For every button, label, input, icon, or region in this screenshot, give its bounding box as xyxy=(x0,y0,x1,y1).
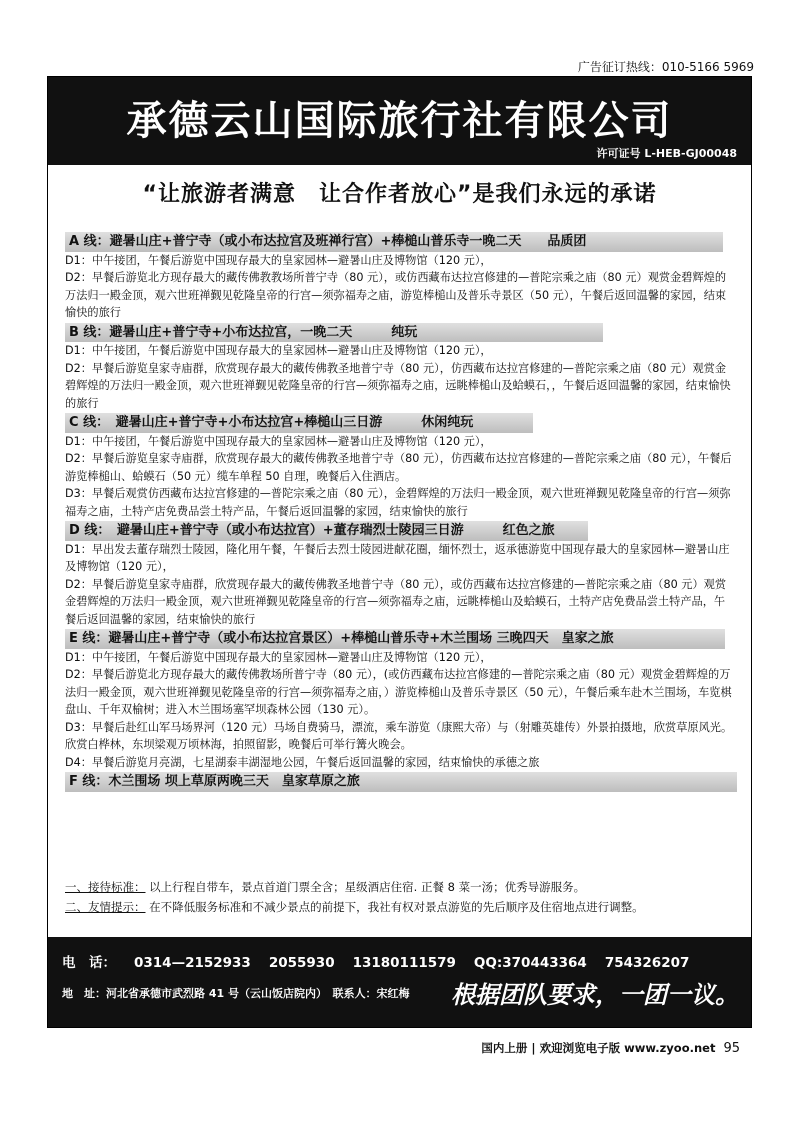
company-name: 承德云山国际旅行社有限公司 xyxy=(126,97,673,144)
qq-number: QQ:370443364 xyxy=(473,955,587,971)
route-day: D1：中午接团，午餐后游览中国现存最大的皇家园林—避暑山庄及博物馆（120 元）， xyxy=(65,434,492,448)
route-day: D4：早餐后游览月亮湖，七星湖泰丰湖湿地公园，午餐后返回温馨的家园，结束愉快的承德之旅 xyxy=(65,755,540,769)
route-day: D1：中午接团，午餐后游览中国现存最大的皇家园林—避暑山庄及博物馆（120 元）， xyxy=(65,253,492,267)
route-header-e: E 线：避暑山庄+普宁寺（或小布达拉宫景区）+棒槌山普乐寺+木兰围场 三晚四天 皇家之旅 xyxy=(65,629,725,649)
route-header-d: D 线： 避暑山庄+普宁寺（或小布达拉宫）+董存瑞烈士陵园三日游 红色之旅 xyxy=(65,521,588,541)
ad-hotline: 广告征订热线：010-5166 5969 xyxy=(577,60,754,74)
route-day: D2：早餐后游览皇家寺庙群，欣赏现存最大的藏传佛教圣地普宁寺（80 元），仿西藏布达拉宫修建的—普陀宗乘之庙（80 元），午餐后游览棒槌山、蛤蟆石（50 元）缆车单程 50 自理，晚餐后入住酒店。 xyxy=(65,452,732,483)
advertisement-frame xyxy=(47,76,752,1028)
magazine-info: 国内上册 | 欢迎浏览电子版 www.zyoo.net xyxy=(481,1041,716,1055)
note-reception xyxy=(65,877,741,897)
route-header-f: F 线：木兰围场 坝上草原两晚三天 皇家草原之旅 xyxy=(65,772,737,792)
route-day: D2：早餐后游览皇家寺庙群，欣赏现存最大的藏传佛教圣地普宁寺（80 元），仿西藏布达拉宫修建的—普陀宗乘之庙（80 元）观赏金碧辉煌的万法归一殿金顶，观六世班禅觐见乾隆皇帝的行宫—须弥福寿之庙，远眺棒槌山及蛤蟆石，，午餐后返回温馨的家园，结束愉快的旅行 xyxy=(65,361,731,410)
note-tips xyxy=(65,897,741,917)
contact-line xyxy=(62,951,707,971)
address: 地 址：河北省承德市武烈路 41 号（云山饭店院内） 联系人：宋红梅 xyxy=(62,987,410,1000)
route-day: D1：早出发去董存瑞烈士陵园，隆化用午餐，午餐后去烈士陵园进献花圈，缅怀烈士，返承德游览中国现存最大的皇家园林—避暑山庄及博物馆（120 元）， xyxy=(65,542,730,573)
route-day: D2：早餐后游览北方现存最大的藏传佛教教场所普宁寺（80 元），或仿西藏布达拉宫修建的—普陀宗乘之庙（80 元）观赏金碧辉煌的万法归一殿金顶，观六世班禅觐见乾隆皇帝的行宫—须弥福寿之庙，游览棒槌山及普乐寺景区（50 元），午餐后返回温馨的家园，结束愉快的旅行 xyxy=(65,271,727,319)
qq-number-2: 754326207 xyxy=(604,955,690,971)
phone-number-2: 2055930 xyxy=(268,955,335,971)
page-footer xyxy=(481,1040,740,1056)
route-header-b: B 线：避暑山庄+普宁寺+小布达拉宫，一晚二天 纯玩 xyxy=(65,323,603,343)
route-day: D2：早餐后游览北方现存最大的藏传佛教场所普宁寺（80 元），(或仿西藏布达拉宫修建的—普陀宗乘之庙（80 元）观赏金碧辉煌的万法归一殿金顶，观六世班禅觐见乾隆皇帝的行宫—须弥福寿之庙，）游览棒槌山及普乐寺景区（50 元），午餐后乘车赴木兰围场，车览棋盘山、千年双榆树；进入木兰围场塞罕坝森林公园（130 元）。 xyxy=(65,668,732,716)
license-number: 许可证号 L-HEB-GJ00048 xyxy=(596,147,737,160)
note-label: 一、接待标准： xyxy=(65,880,146,894)
phone-label: 电 话： xyxy=(62,955,116,971)
header-banner xyxy=(48,77,751,165)
route-day: D2：早餐后游览皇家寺庙群，欣赏现存最大的藏传佛教圣地普宁寺（80 元），或仿西藏布达拉宫修建的—普陀宗乘之庙（80 元）观赏金碧辉煌的万法归一殿金顶，观六世班禅觐见乾隆皇帝的行宫—须弥福寿之庙，远眺棒槌山及蛤蟆石，土特产店免费品尝土特产品，午餐后返回温馨的家园，结束愉快的旅行 xyxy=(65,577,727,626)
contact-footer xyxy=(48,937,751,1027)
route-header-a: A 线：避暑山庄+普宁寺（或小布达拉宫及班禅行宫）+棒槌山普乐寺一晚二天 品质团 xyxy=(65,232,723,252)
note-text: 在不降低服务标准和不减少景点的前提下，我社有权对景点游览的先后顺序及住宿地点进行调整。 xyxy=(149,900,644,914)
motto: 根据团队要求，一团一议。 xyxy=(451,980,739,1009)
route-day: D3：早餐后观赏仿西藏布达拉宫修建的—普陀宗乘之庙（80 元），金碧辉煌的万法归一殿金顶，观六世班禅觐见乾隆皇帝的行宫—须弥福寿之庙，土特产店免费品尝土特产品，午餐后返回温馨的家园，结束愉快的旅行 xyxy=(65,487,731,518)
page-number: 95 xyxy=(723,1041,740,1056)
route-header-c: C 线： 避暑山庄+普宁寺+小布达拉宫+棒槌山三日游 休闲纯玩 xyxy=(65,413,533,433)
route-day: D1：中午接团，午餐后游览中国现存最大的皇家园林—避暑山庄及博物馆（120 元）， xyxy=(65,650,492,664)
note-text: 以上行程自带车，景点首道门票全含；星级酒店住宿. 正餐 8 菜一汤；优秀导游服务。 xyxy=(149,880,586,894)
slogan: “让旅游者满意 让合作者放心”是我们永远的承诺 xyxy=(142,182,657,207)
note-label: 二、友情提示： xyxy=(65,900,146,914)
phone-number: 0314—2152933 xyxy=(134,955,251,971)
route-day: D1：中午接团，午餐后游览中国现存最大的皇家园林—避暑山庄及博物馆（120 元）， xyxy=(65,344,492,357)
notes-section xyxy=(65,877,741,917)
mobile-number: 13180111579 xyxy=(352,955,456,971)
route-day: D3：早餐后赴红山军马场界河（120 元）马场自费骑马，漂流，乘车游览（康熙大帝）与（射雕英雄传）外景拍摄地，欣赏草原风光。欣赏白桦林，东坝梁观万顷林海，拍照留影，晚餐后可举行篝火晚会。 xyxy=(65,720,733,751)
route-list xyxy=(65,231,735,792)
